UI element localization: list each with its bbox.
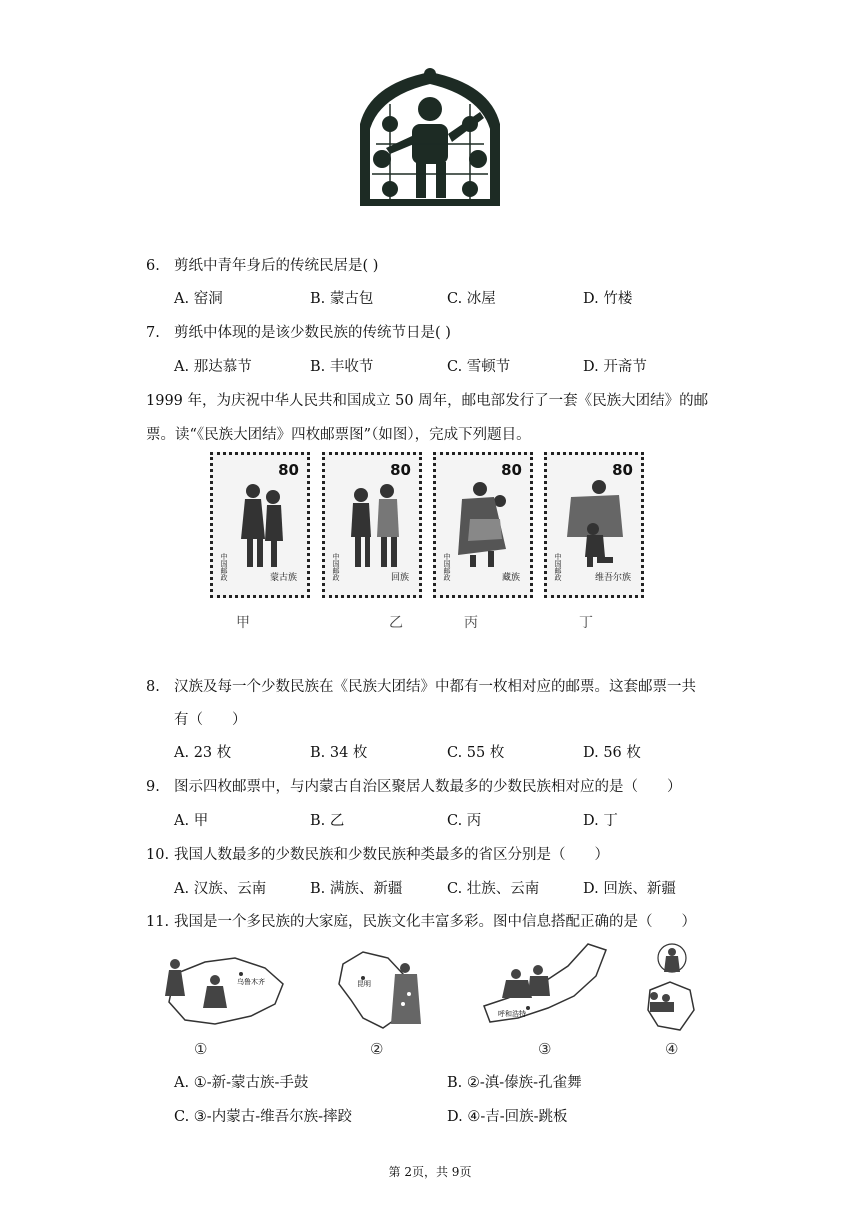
intro-line-1: 1999 年，为庆祝中华人民共和国成立 50 周年，邮电部发行了一套《民族大团结》的邮: [146, 393, 709, 409]
stamp-name: 回族: [390, 573, 409, 583]
question-text: 图示四枚邮票中，与内蒙古自治区聚居人数最多的少数民族相对应的是（ ）: [174, 779, 682, 795]
option-d[interactable]: D. 56 枚: [583, 745, 641, 761]
option-c[interactable]: C. 雪顿节: [447, 359, 511, 375]
stamp-label-yi: 乙: [389, 615, 403, 631]
page-footer: 第 2页，共 9页: [388, 1165, 472, 1179]
stamp-4: [544, 452, 644, 598]
question-number: 6.: [146, 258, 160, 274]
question-text-cont: 有（ ）: [174, 712, 247, 728]
stamp-value: 80: [390, 461, 411, 479]
option-c[interactable]: C. 丙: [447, 813, 482, 829]
question-10: [146, 843, 609, 864]
option-d[interactable]: D. 回族、新疆: [583, 881, 676, 897]
dancer-figure-image: [450, 479, 520, 571]
stamp-country: 中国邮政: [443, 553, 451, 581]
map-label-4: ④: [665, 1040, 679, 1058]
stamp-country: 中国邮政: [332, 553, 340, 581]
stamp-country: 中国邮政: [554, 553, 562, 581]
map-xinjiang-image: [155, 944, 290, 1034]
stamp-name: 维吾尔族: [594, 573, 631, 583]
option-a[interactable]: A. 汉族、云南: [174, 881, 267, 897]
question-text: 剪纸中体现的是该少数民族的传统节日是( ): [174, 325, 451, 341]
stamp-name: 蒙古族: [269, 573, 297, 583]
intro-line-2: 票。读“《民族大团结》四枚邮票图”（如图），完成下列题目。: [146, 427, 531, 443]
option-b[interactable]: B. ②-滇-傣族-孔雀舞: [447, 1075, 582, 1091]
stamp-country: 中国邮政: [220, 553, 228, 581]
option-c[interactable]: C. 壮族、云南: [447, 881, 540, 897]
option-b[interactable]: B. 乙: [310, 813, 345, 829]
option-b[interactable]: B. 34 枚: [310, 745, 368, 761]
question-8: [146, 675, 696, 696]
stamp-name: 藏族: [501, 573, 520, 583]
option-d[interactable]: D. 开斋节: [583, 359, 647, 375]
dancer-figure-image: [339, 479, 409, 571]
option-a[interactable]: A. 窑洞: [174, 291, 223, 307]
stamp-value: 80: [612, 461, 633, 479]
option-d[interactable]: D. ④-吉-回族-跳板: [447, 1109, 568, 1125]
option-d[interactable]: D. 竹楼: [583, 291, 633, 307]
question-text: 我国人数最多的少数民族和少数民族种类最多的省区分别是（ ）: [174, 847, 609, 863]
option-a[interactable]: A. 甲: [174, 813, 209, 829]
question-number: 8.: [146, 679, 160, 695]
option-d[interactable]: D. 丁: [583, 813, 618, 829]
dancer-figure-image: [227, 479, 297, 571]
option-c[interactable]: C. ③-内蒙古-维吾尔族-摔跤: [174, 1109, 352, 1125]
question-9: [146, 775, 682, 796]
stamp-1: [210, 452, 310, 598]
stamp-label-ding: 丁: [579, 615, 593, 631]
stamp-3: [433, 452, 533, 598]
map-inner-mongolia-image: [478, 936, 613, 1034]
option-c[interactable]: C. 55 枚: [447, 745, 505, 761]
option-a[interactable]: A. ①-新-蒙古族-手鼓: [174, 1075, 309, 1091]
map-label-2: ②: [370, 1040, 384, 1058]
option-b[interactable]: B. 蒙古包: [310, 291, 374, 307]
question-text: 汉族及每一个少数民族在《民族大团结》中都有一枚相对应的邮票。这套邮票一共: [174, 679, 696, 695]
map-label-1: ①: [194, 1040, 208, 1058]
option-b[interactable]: B. 丰收节: [310, 359, 374, 375]
map-city-label: 昆明: [357, 980, 371, 988]
question-6: [146, 254, 378, 275]
option-c[interactable]: C. 冰屋: [447, 291, 496, 307]
map-city-label: 乌鲁木齐: [237, 978, 265, 986]
question-11: [146, 910, 696, 931]
stamp-value: 80: [501, 461, 522, 479]
question-number: 9.: [146, 779, 160, 795]
paper-cut-yurt-image: [350, 64, 510, 210]
dancer-figure-image: [561, 479, 631, 571]
question-number: 11.: [146, 914, 170, 930]
option-a[interactable]: A. 那达慕节: [174, 359, 252, 375]
option-b[interactable]: B. 满族、新疆: [310, 881, 403, 897]
map-yunnan-image: [333, 944, 428, 1036]
question-number: 10.: [146, 847, 170, 863]
map-city-label: 呼和浩特: [498, 1010, 526, 1018]
map-jilin-image: [640, 940, 700, 1036]
question-7: [146, 321, 451, 342]
question-text: 我国是一个多民族的大家庭，民族文化丰富多彩。图中信息搭配正确的是（ ）: [174, 914, 696, 930]
stamp-label-jia: 甲: [236, 615, 250, 631]
map-label-3: ③: [538, 1040, 552, 1058]
question-number: 7.: [146, 325, 160, 341]
question-text: 剪纸中青年身后的传统民居是( ): [174, 258, 379, 274]
stamp-value: 80: [278, 461, 299, 479]
stamp-label-bing: 丙: [464, 615, 478, 631]
stamp-2: [322, 452, 422, 598]
option-a[interactable]: A. 23 枚: [174, 745, 232, 761]
